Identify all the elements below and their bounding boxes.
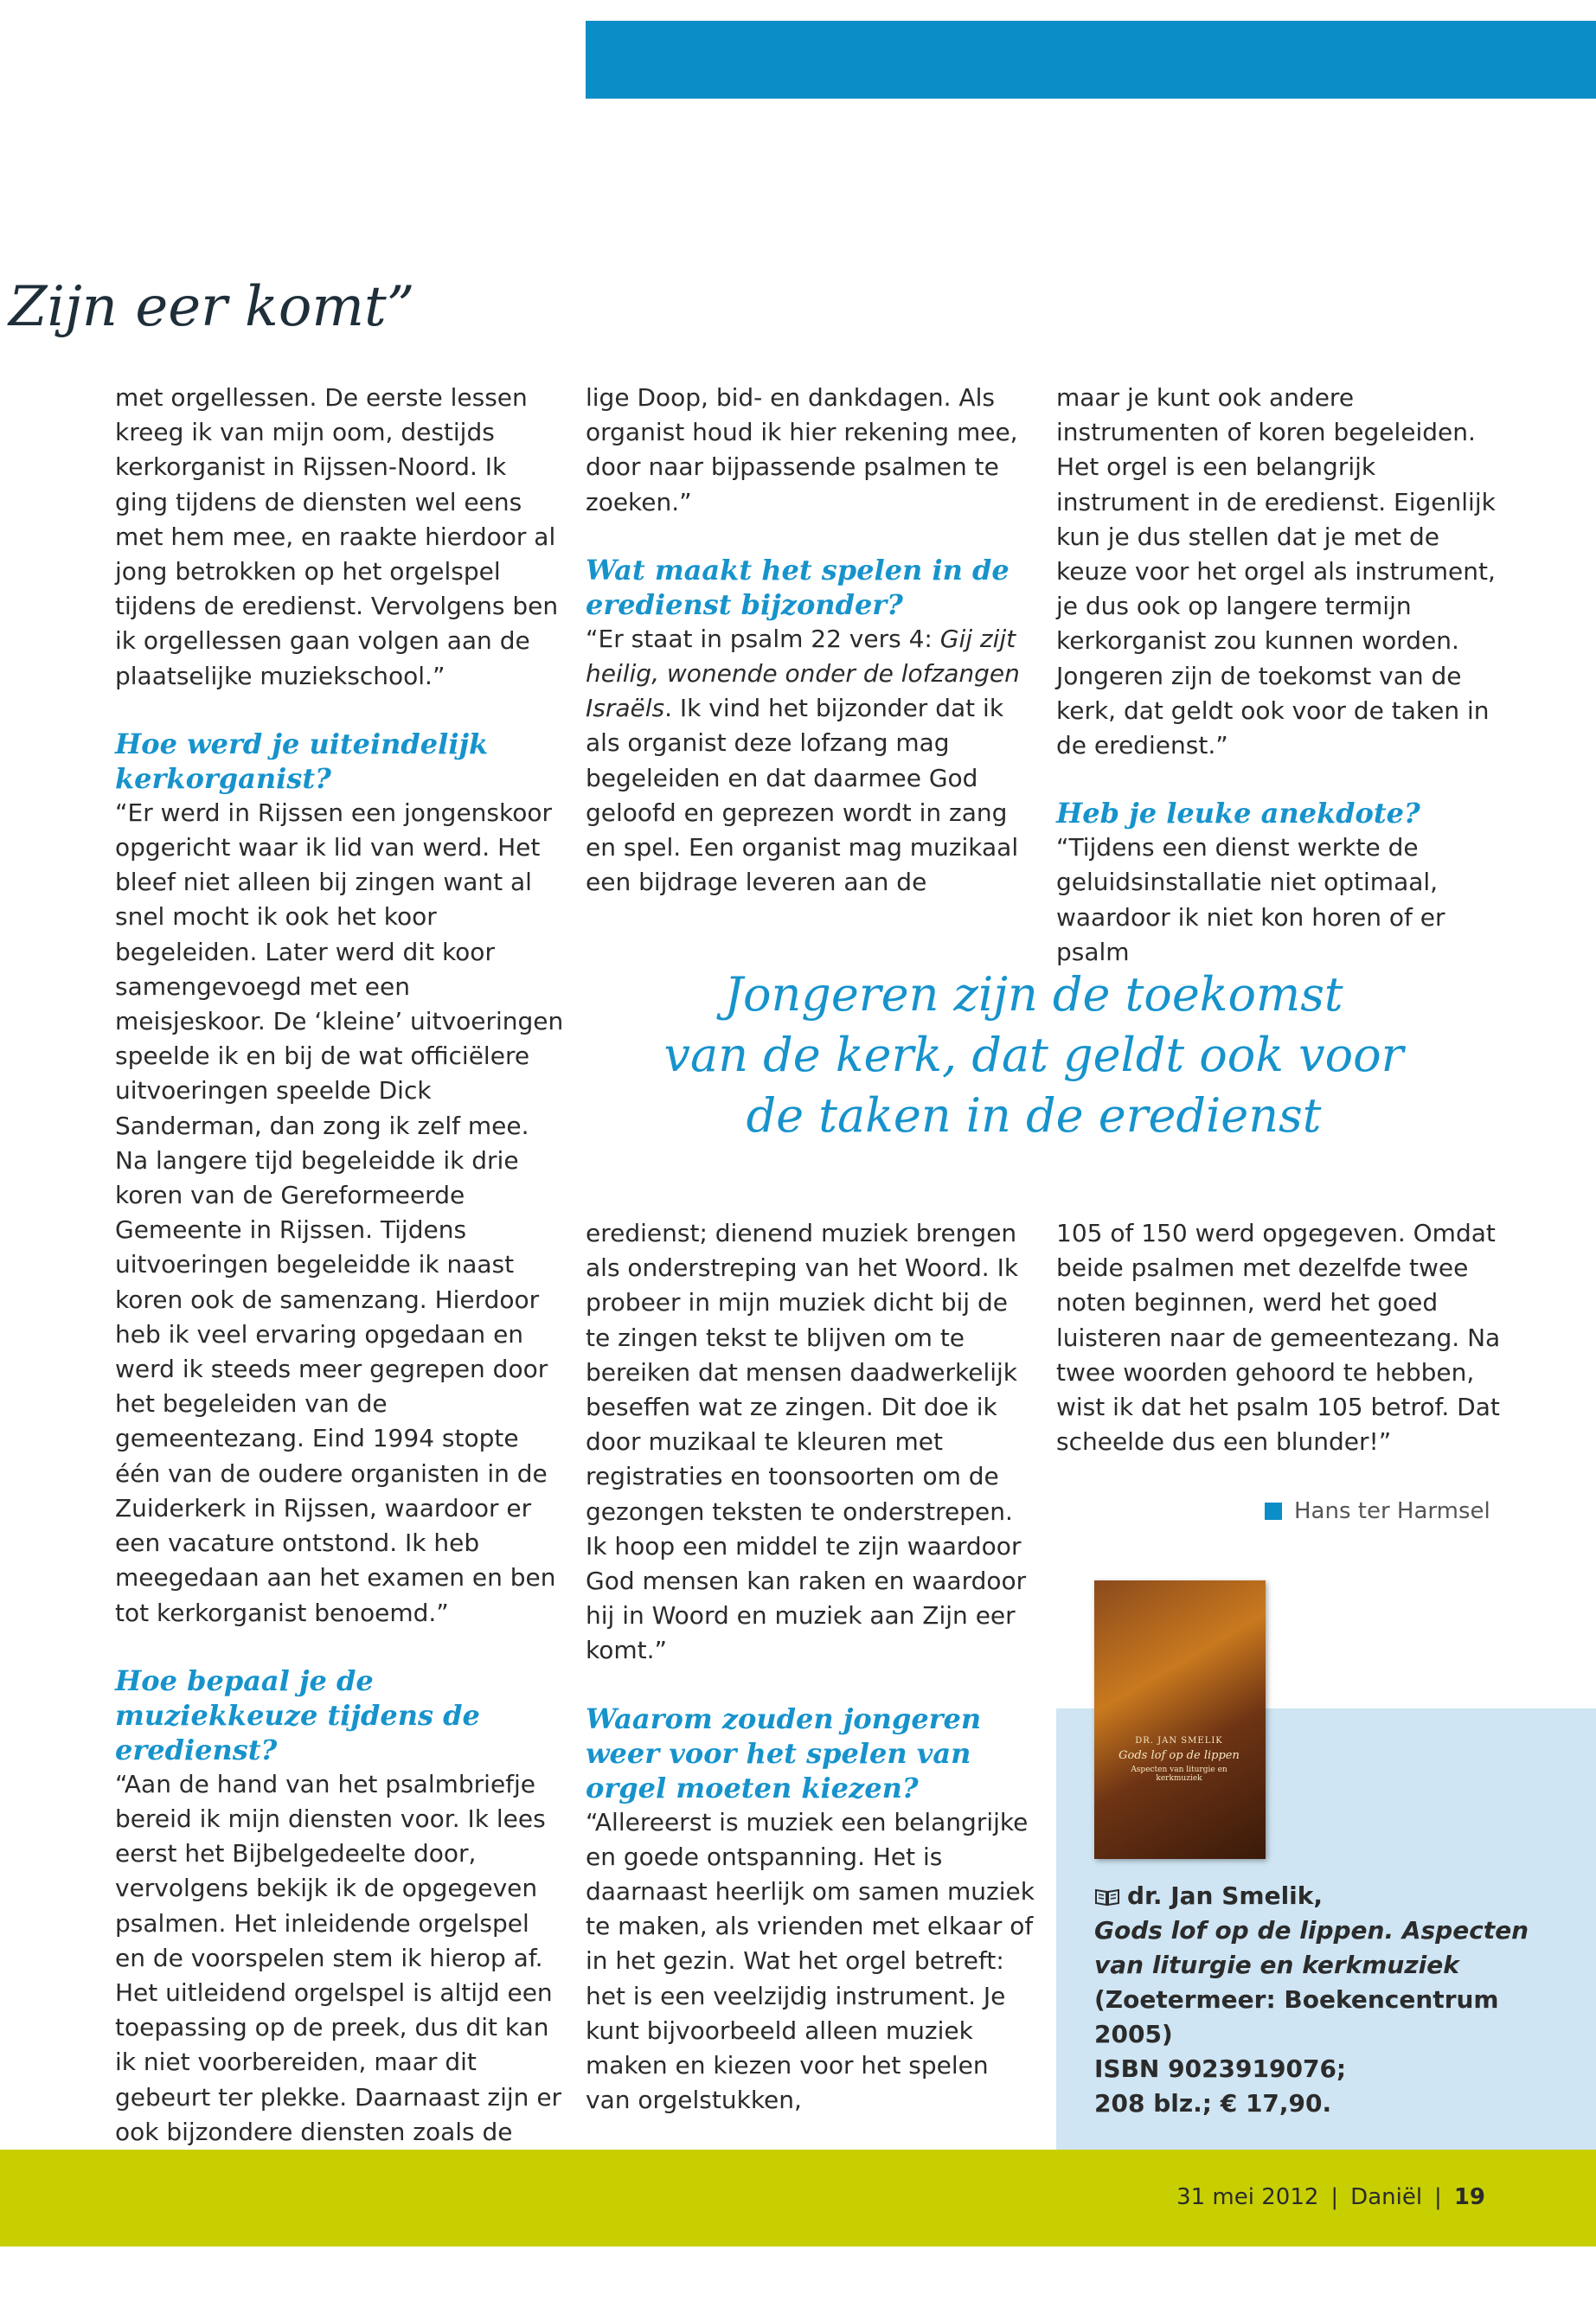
- book-cover-image: [1094, 1580, 1266, 1859]
- magazine-name: Daniël: [1350, 2184, 1423, 2210]
- paragraph: lige Doop, bid- en dankdagen. Als organist houd ik hier rekening mee, door naar bijpassende psalmen te zoeken.”: [586, 383, 1018, 516]
- paragraph: “Allereerst is muziek een belangrijke en goede ontspanning. Het is daarnaast heerlijk om samen muziek te maken, als vrienden met elkaar of in het gezin. Wat het orgel betreft: het is een veelzijdig instrument. Je kunt bijvoorbeeld alleen muziek maken en kiezen voor het spelen van orgelstukken,: [586, 1807, 1035, 2115]
- footer-separator: |: [1330, 2184, 1339, 2210]
- text-span: “Er staat in psalm 22 vers 4:: [586, 624, 940, 653]
- book-cover-label: [1110, 1736, 1248, 1783]
- author-name: Hans ter Harmsel: [1294, 1498, 1490, 1524]
- bible-quote: Gij zijt heilig, wonende onder de lofzangen Israëls: [586, 624, 1020, 723]
- book-publisher: (Zoetermeer: Boekencentrum 2005): [1094, 1985, 1499, 2048]
- paragraph: “Tijdens een dienst werkte de geluidsinstallatie niet optimaal, waardoor ik niet kon horen of er psalm: [1056, 833, 1445, 966]
- interview-question: Wat maakt het spelen in de eredienst bijzonder?: [586, 553, 1010, 621]
- interview-question: Hoe werd je uiteindelijk kerkorganist?: [115, 727, 489, 795]
- book-reference: [1094, 1879, 1579, 2121]
- column-3-top: [1056, 381, 1506, 970]
- issue-date: 31 mei 2012: [1176, 2184, 1319, 2210]
- pull-quote: [657, 965, 1410, 1146]
- open-book-icon: [1094, 1888, 1120, 1907]
- book-title: Gods lof op de lippen. Aspecten van liturgie en kerkmuziek: [1094, 1916, 1529, 1979]
- interview-question: Hoe bepaal je de muziekkeuze tijdens de eredienst?: [115, 1663, 480, 1766]
- pull-quote-line: de taken in de eredienst: [746, 1088, 1322, 1143]
- paragraph: [586, 622, 1035, 901]
- article-title: Zijn eer komt”: [9, 275, 415, 339]
- column-2-bottom: [586, 1216, 1035, 2118]
- header-color-bar: [586, 21, 1596, 99]
- paragraph: “Aan de hand van het psalmbriefje bereid ik mijn diensten voor. Ik lees eerst het Bijbelgedeelte door, vervolgens bekijk ik de opgegeven psalmen. Het inleidende orgelspel en de voorspelen stem ik hierop af. Het uitleidend orgelspel is altijd een toepassing op de preek, dus dit kan ik niet voorbereiden, maar dit gebeurt ter plekke. Daarnaast zijn er ook bijzondere diensten zoals de: [115, 1769, 562, 2146]
- paragraph: maar je kunt ook andere instrumenten of koren begeleiden. Het orgel is een belangrijk instrument in de eredienst. Eigenlijk kun je dus stellen dat je met de keuze voor het orgel als instrument, je dus ook op langere termijn kerkorganist zou kunnen worden. Jongeren zijn de toekomst van de kerk, dat geldt ook voor de taken in de eredienst.”: [1056, 383, 1496, 760]
- text-span: . Ik vind het bijzonder dat ik als organist deze lofzang mag begeleiden en dat daarmee God geloofd en geprezen wordt in zang en spel. Een organist mag muzikaal een bijdrage leveren aan de: [586, 694, 1019, 897]
- interview-question: Waarom zouden jongeren weer voor het spelen van orgel moeten kiezen?: [586, 1702, 982, 1804]
- paragraph: “Er werd in Rijssen een jongenskoor opgericht waar ik lid van werd. Het bleef niet alleen bij zingen want al snel mocht ik ook het koor begeleiden. Later werd dit koor samengevoegd met een meisjeskoor. De ‘kleine’ uitvoeringen speelde ik en bij de wat officiëlere uitvoeringen speelde Dick Sanderman, dan zong ik zelf mee. Na langere tijd begeleidde ik drie koren van de Gereformeerde Gemeente in Rijssen. Tijdens uitvoeringen begeleidde ik naast koren ook de samenzang. Hierdoor heb ik veel ervaring opgedaan en werd ik steeds meer gegrepen door het begeleiden van de gemeentezang. Eind 1994 stopte één van de oudere organisten in de Zuiderkerk in Rijssen, waardoor er een vacature ontstond. Ik heb meegedaan aan het examen en ben tot kerkorganist benoemd.”: [115, 798, 564, 1627]
- paragraph: met orgellessen. De eerste lessen kreeg ik van mijn oom, destijds kerkorganist in Rijssen-Noord. Ik ging tijdens de diensten wel eens met hem mee, en raakte hierdoor al jong betrokken op het orgelspel tijdens de eredienst. Vervolgens ben ik orgellessen gaan volgen aan de plaatselijke muziekschool.”: [115, 383, 559, 690]
- book-author: dr. Jan Smelik,: [1127, 1881, 1324, 1910]
- column-3-bottom: [1056, 1216, 1506, 1459]
- book-isbn: ISBN 9023919076;: [1094, 2054, 1347, 2083]
- book-cover-subtitle: Aspecten van liturgie en kerkmuziek: [1131, 1766, 1227, 1783]
- author-credit: [1265, 1498, 1490, 1524]
- book-price: 208 blz.; € 17,90.: [1094, 2089, 1332, 2118]
- interview-question: Heb je leuke anekdote?: [1056, 797, 1420, 830]
- paragraph: eredienst; dienend muziek brengen als onderstreping van het Woord. Ik probeer in mijn muziek dicht bij de te zingen tekst te blijven om te bereiken dat mensen daadwerkelijk beseffen wat ze zingen. Dit doe ik door muzikaal te kleuren met registraties en toonsoorten om de gezongen teksten te onderstrepen. Ik hoop een middel te zijn waardoor God mensen kan raken en waardoor hij in Woord en muziek aan Zijn eer komt.”: [586, 1219, 1027, 1665]
- footer-separator: |: [1434, 2184, 1442, 2210]
- paragraph: 105 of 150 werd opgegeven. Omdat beide psalmen met dezelfde twee noten beginnen, werd het goed luisteren naar de gemeentezang. Na twee woorden gehoord te hebben, wist ik dat het psalm 105 betrof. Dat scheelde dus een blunder!”: [1056, 1219, 1501, 1457]
- page-number: 19: [1453, 2184, 1485, 2210]
- pull-quote-line: Jongeren zijn de toekomst: [724, 967, 1343, 1022]
- page-footer: [1176, 2184, 1485, 2210]
- pull-quote-line: van de kerk, dat geldt ook voor: [663, 1028, 1404, 1082]
- square-bullet-icon: [1265, 1503, 1282, 1520]
- column-1: [115, 381, 565, 2184]
- book-cover-author: DR. JAN SMELIK: [1135, 1736, 1223, 1746]
- column-2-top: [586, 381, 1035, 900]
- book-cover-title: Gods lof op de lippen: [1118, 1749, 1240, 1762]
- book-author-line: [1094, 1879, 1579, 1913]
